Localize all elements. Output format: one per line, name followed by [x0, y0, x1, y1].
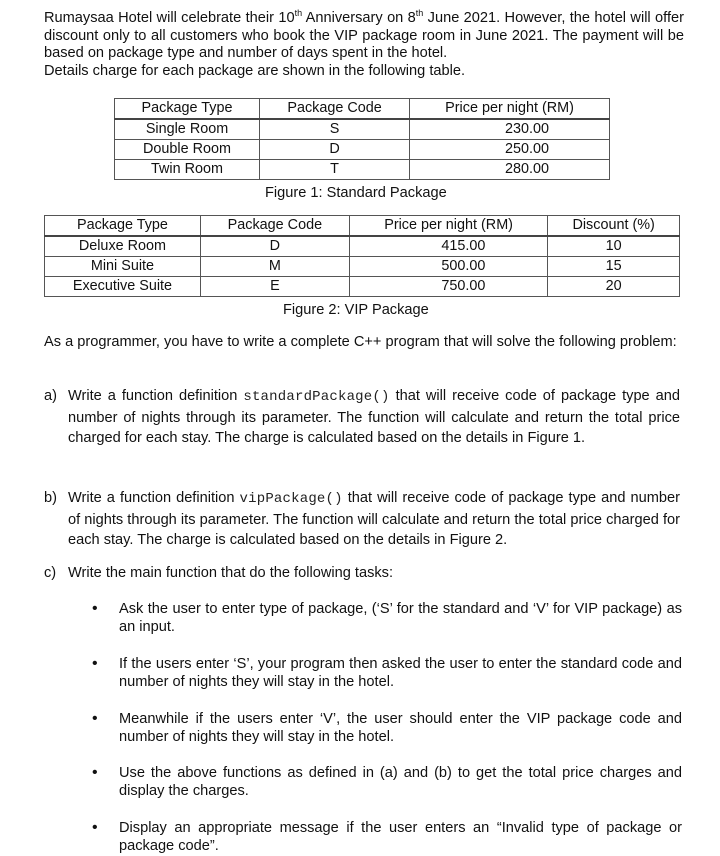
cell-code: E: [200, 277, 349, 297]
function-name-standard: standardPackage(): [243, 389, 390, 405]
intro-text: Rumaysaa Hotel will celebrate their 10th Anniversary on 8th June 2021. However, the hotel will offer discount only to all customers who book the VIP package room in June 2021. The payment will be based on package type and number of days spent in the hotel.: [44, 8, 684, 61]
cell-code: D: [260, 140, 410, 160]
question-c-label: c): [44, 565, 57, 581]
table-row: [45, 277, 680, 297]
bullet-icon: •: [92, 710, 98, 727]
cell-price: 500.00: [349, 257, 547, 277]
table-header-row: [115, 99, 610, 120]
bullet-icon: •: [92, 819, 98, 836]
cell-code: S: [260, 119, 410, 140]
header-package-code: Package Code: [200, 216, 349, 237]
figure-2-caption: Figure 2: VIP Package: [283, 302, 429, 318]
question-c: [44, 563, 680, 584]
cell-type: Executive Suite: [45, 277, 201, 297]
list-item: • Display an appropriate message if the user enters an “Invalid type of package or package code”.: [92, 819, 682, 854]
cell-code: M: [200, 257, 349, 277]
intro-paragraph: [44, 10, 684, 80]
list-item: • Ask the user to enter type of package, (‘S’ for the standard and ‘V’ for VIP package) as an input.: [92, 600, 682, 635]
cell-discount: 10: [548, 236, 680, 257]
list-item: • If the users enter ‘S’, your program then asked the user to enter the standard code and number of nights they will stay in the hotel.: [92, 655, 682, 690]
header-package-code: Package Code: [260, 99, 410, 120]
table-row: [45, 236, 680, 257]
figure-1-caption: Figure 1: Standard Package: [265, 185, 447, 201]
table-row: [45, 257, 680, 277]
cell-price: 750.00: [349, 277, 547, 297]
table-row: [115, 140, 610, 160]
question-c-text: Write the main function that do the following tasks:: [68, 565, 394, 581]
question-a: [44, 386, 680, 449]
cell-price: 230.00: [410, 119, 610, 140]
bullet-icon: •: [92, 600, 98, 617]
list-item: • Use the above functions as defined in (a) and (b) to get the total price charges and display the charges.: [92, 764, 682, 799]
programmer-paragraph: [44, 333, 680, 352]
cell-discount: 20: [548, 277, 680, 297]
header-price-per-night: Price per night (RM): [410, 99, 610, 120]
cell-code: T: [260, 160, 410, 180]
cell-type: Single Room: [115, 119, 260, 140]
cell-discount: 15: [548, 257, 680, 277]
cell-code: D: [200, 236, 349, 257]
header-price-per-night: Price per night (RM): [349, 216, 547, 237]
cell-price: 280.00: [410, 160, 610, 180]
table-header-row: [45, 216, 680, 237]
header-package-type: Package Type: [45, 216, 201, 237]
vip-package-table: [44, 215, 680, 297]
cell-type: Deluxe Room: [45, 236, 201, 257]
question-b-label: b): [44, 490, 57, 506]
question-a-text: Write a function definition standardPackage() that will receive code of package type and number of nights through its parameter. The function will calculate and return the total price charged for each stay. The charge is calculated based on the details in Figure 1.: [68, 388, 681, 446]
bullet-icon: •: [92, 655, 98, 672]
cell-price: 415.00: [349, 236, 547, 257]
standard-package-table: [114, 98, 610, 180]
question-b: [44, 488, 680, 551]
cell-price: 250.00: [410, 140, 610, 160]
intro-details-line: Details charge for each package are shown in the following table.: [44, 62, 466, 79]
function-name-vip: vipPackage(): [239, 491, 343, 507]
programmer-text: As a programmer, you have to write a complete C++ program that will solve the following problem:: [44, 334, 677, 350]
header-package-type: Package Type: [115, 99, 260, 120]
table-row: [115, 119, 610, 140]
question-a-label: a): [44, 388, 57, 404]
header-discount: Discount (%): [548, 216, 680, 237]
cell-type: Double Room: [115, 140, 260, 160]
cell-type: Mini Suite: [45, 257, 201, 277]
cell-type: Twin Room: [115, 160, 260, 180]
bullet-icon: •: [92, 764, 98, 781]
table-row: [115, 160, 610, 180]
list-item: • Meanwhile if the users enter ‘V’, the user should enter the VIP package code and number of nights they will stay in the hotel.: [92, 710, 682, 745]
question-b-text: Write a function definition vipPackage() that will receive code of package type and number of nights through its parameter. The function will calculate and return the total price charged for each stay. The charge is calculated based on the details in Figure 2.: [68, 490, 680, 548]
